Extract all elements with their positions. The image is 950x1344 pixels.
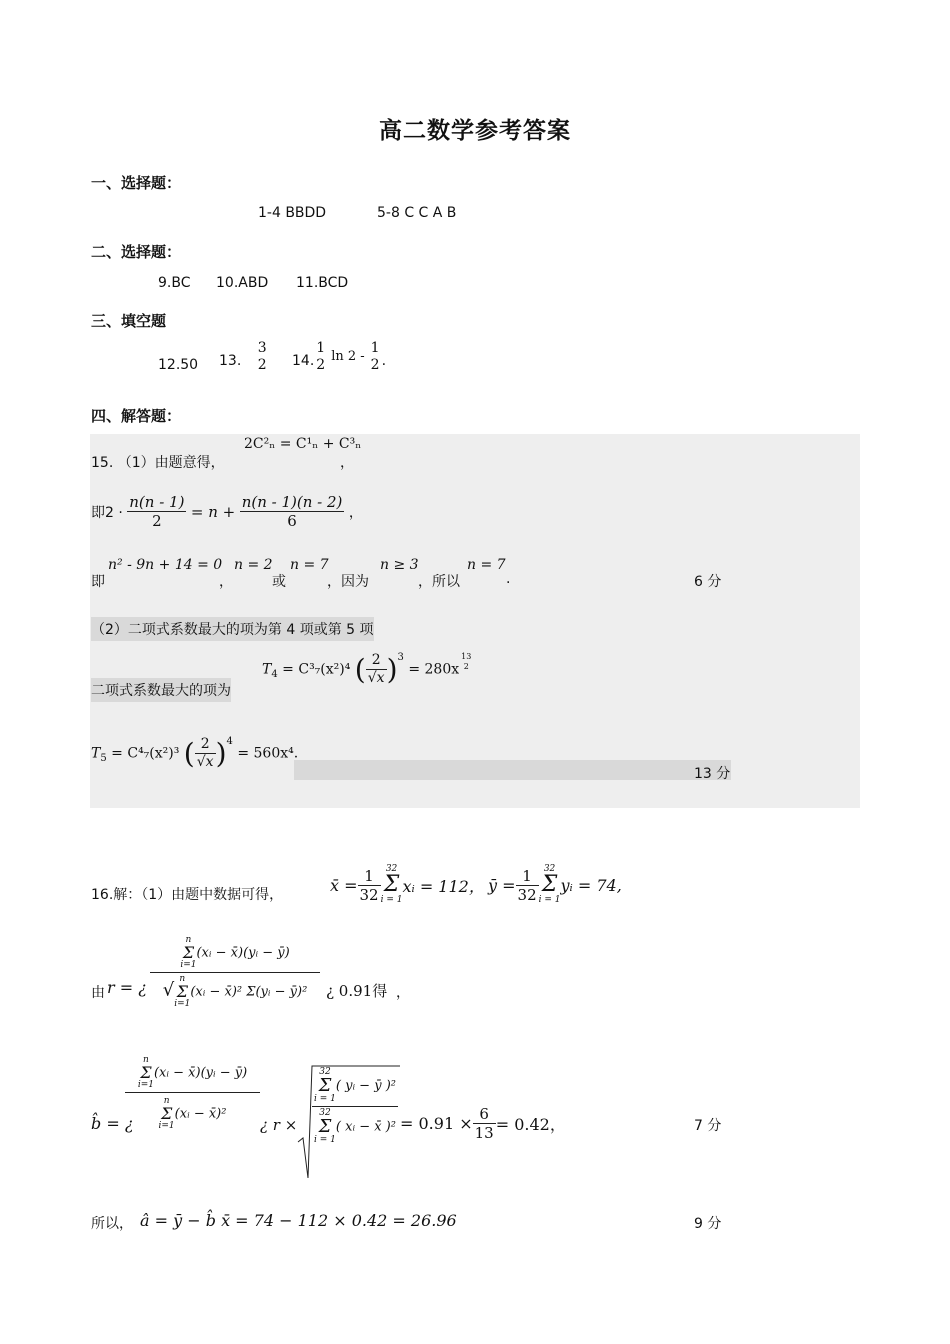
q15-line2 [91, 493, 363, 530]
t4-num: 2 [366, 652, 387, 670]
q16-ybar [488, 865, 622, 905]
q16-a-prefix: 所以， [91, 1216, 133, 1232]
xbar-term: xᵢ = 112， [402, 876, 485, 896]
q15-score-2: 13 分 [694, 766, 731, 782]
answers-1-4: 1-4 BBDD [258, 205, 327, 221]
sigma-symbol: Σ [541, 872, 558, 897]
q14-num2: 1 [370, 340, 380, 356]
q16-b-sqrt [296, 1062, 400, 1180]
q15-line3-so: ，所以 [418, 574, 460, 590]
b-den-sum [159, 1097, 175, 1131]
sigma-symbol: Σ [383, 872, 400, 897]
q16-b-sqrt-num [312, 1068, 398, 1107]
xbar-frac-den: 32 [359, 885, 379, 904]
q16-r-val: ¿ 0.91得 [326, 982, 388, 1000]
q15-line3-prefix: 即 [91, 574, 105, 590]
section2-heading: 二、选择题： [91, 243, 182, 261]
t4-res-exp-den: 2 [463, 661, 469, 671]
sigma-symbol: Σ [140, 1063, 152, 1082]
q16-intro: 16.解：（1）由题中数据可得， [91, 887, 284, 903]
sigma-symbol: Σ [160, 1104, 173, 1123]
q14-fraction1 [314, 340, 327, 374]
q16-b-sqrt-den [312, 1107, 398, 1145]
q16-r-numerator [150, 936, 320, 973]
q15-line2-den1: 2 [152, 512, 162, 530]
b-num-sum-bot: i=1 [137, 1080, 154, 1090]
t5-eq: = C⁴₇(x²)³ [111, 745, 180, 762]
q14-middle: ln 2 - [331, 349, 365, 365]
q15-line3-because: ，因为 [327, 574, 369, 590]
b-sqrt-den-top: 32 [319, 1108, 331, 1118]
q14-end: . [381, 352, 387, 369]
q15-line3-cond: n ≥ 3 [380, 557, 419, 573]
q15-line2-num2: n(n - 1)(n - 2) [241, 493, 343, 511]
ybar-sum-top: 32 [543, 864, 556, 874]
xbar-frac-num: 1 [358, 867, 381, 886]
q16-b-result [400, 1105, 566, 1142]
q15-line2-frac2 [240, 493, 345, 530]
q15-line3-eq: n² - 9n + 14 = 0 [108, 557, 223, 573]
q15-line2-den2: 6 [287, 512, 297, 530]
t4-lparen: ( [354, 652, 366, 686]
t4-res-exp-num: 13 [461, 652, 472, 661]
q14-den1: 2 [316, 356, 326, 373]
ybar-frac [516, 867, 539, 904]
q13-denominator: 2 [257, 356, 267, 373]
q16-xbar [330, 865, 485, 905]
b-sqrt-num-text: ( yᵢ − ȳ )² [335, 1078, 396, 1094]
q15-line3-end: . [506, 571, 511, 587]
q15-line2-frac1 [127, 493, 186, 530]
xbar-sum-bot: i = 1 [380, 895, 403, 905]
b-res: = 0.91 × [400, 1114, 473, 1133]
t4-res-exp [459, 652, 473, 671]
t4-den: √x [367, 669, 385, 686]
answer-q14 [292, 340, 386, 374]
t5-rparen: ) [215, 736, 227, 770]
r-num-sum [180, 936, 196, 970]
r-den-sum-bot: i=1 [174, 999, 191, 1009]
ybar-term: yᵢ = 74, [560, 875, 622, 895]
b-den-sum-bot: i=1 [158, 1121, 175, 1131]
r-num-sum-bot: i=1 [180, 960, 197, 970]
q15-eq1-end: ， [340, 455, 354, 471]
xbar-sum [381, 865, 403, 905]
q16-b-lhs: b̂ = ¿ [91, 1114, 134, 1133]
q15-eq1 [244, 436, 361, 452]
xbar-lhs: x̄ = [330, 875, 358, 895]
t5-sub: 5 [100, 753, 107, 765]
t4-rparen: ) [386, 652, 398, 686]
t5-num: 2 [195, 736, 216, 754]
t5-lparen: ( [183, 736, 195, 770]
b-frac-den: 13 [474, 1124, 494, 1142]
answer-q13 [219, 340, 269, 374]
q15-line3-sol1: n = 2 [234, 557, 273, 573]
t4-label: T [262, 661, 272, 678]
b-den-text: (xᵢ − x̄)² [174, 1106, 227, 1122]
q15-line3-sol2: n = 7 [290, 557, 329, 573]
ybar-sum-bot: i = 1 [538, 895, 561, 905]
t4-frac [366, 652, 387, 687]
q16-r-end: ， [396, 985, 410, 1001]
q13-numerator: 3 [257, 340, 267, 356]
ybar-sum [539, 865, 561, 905]
t4-eq: = C³₇(x²)⁴ [282, 661, 351, 678]
q15-line3-sep: ， [219, 574, 233, 590]
q16-b-mid: ¿ r × [260, 1116, 298, 1134]
b-num-text: (xᵢ − x̄)(yᵢ − ȳ) [153, 1065, 248, 1081]
ybar-frac-den: 32 [517, 885, 537, 904]
q16-b-fraction [125, 1056, 260, 1131]
q15-highlight-bar [294, 760, 731, 780]
q16-r-fraction [150, 936, 320, 1009]
q15-line3-res: n = 7 [467, 557, 506, 573]
q16-r-prefix: 由 [91, 985, 105, 1001]
b-num-sum [138, 1056, 154, 1090]
q14-label: 14. [292, 352, 315, 369]
section4-heading: 四、解答题： [91, 407, 182, 425]
t4-exp: 3 [397, 652, 404, 663]
t5-exp: 4 [226, 736, 233, 747]
xbar-frac [358, 867, 381, 904]
q13-fraction [256, 340, 269, 374]
q15-part2: （2）二项式系数最大的项为第 4 项或第 5 项 [91, 617, 374, 641]
r-den-text: (xᵢ − x̄)² Σ(yᵢ − ȳ)² [190, 984, 308, 1000]
t4-sub: 4 [271, 669, 278, 681]
answer-q12: 12.50 [158, 357, 199, 373]
b-sqrt-den-text: ( xᵢ − x̄ )² [335, 1119, 396, 1135]
b-num-sum-top: n [143, 1055, 149, 1065]
q15-t5 [91, 736, 298, 771]
b-sqrt-num-bot: i = 1 [314, 1094, 336, 1104]
b-den-sum-top: n [163, 1096, 170, 1106]
r-num-sum-top: n [185, 935, 192, 945]
q16-b-denominator [125, 1093, 260, 1131]
ybar-lhs: ȳ = [488, 875, 516, 895]
q16-r-lhs: r = ¿ [107, 978, 147, 997]
answer-q10: 10.ABD [216, 275, 269, 291]
section1-heading: 一、选择题： [91, 174, 182, 192]
sigma-symbol: Σ [176, 982, 188, 1001]
r-den-sum [174, 975, 190, 1009]
t5-label: T [91, 745, 101, 762]
r-num-text: (xᵢ − x̄)(yᵢ − ȳ) [196, 945, 290, 961]
t5-frac [195, 736, 216, 771]
q15-intro: 15. （1）由题意得， [91, 455, 225, 471]
q14-fraction2 [369, 340, 382, 374]
sigma-symbol: Σ [182, 943, 195, 962]
b-sqrt-den-bot: i = 1 [314, 1135, 336, 1145]
b-sqrt-num-top: 32 [319, 1067, 331, 1077]
sigma-symbol: Σ [318, 1116, 332, 1137]
b-frac-num: 6 [473, 1105, 496, 1124]
t4-res: = 280x [408, 661, 460, 678]
section3-heading: 三、填空题 [91, 312, 167, 330]
q15-line2-end: ， [348, 504, 363, 521]
answers-5-8: 5-8 C C A B [377, 205, 457, 221]
q15-line3-or: 或 [272, 574, 286, 590]
b-sqrt-num-sum [314, 1068, 336, 1104]
q15-part2-line2: 二项式系数最大的项为 [91, 678, 231, 702]
sqrt-icon: √ [162, 979, 175, 1001]
r-den-sum-top: n [179, 974, 186, 984]
ybar-frac-num: 1 [516, 867, 539, 886]
q15-eq1-text: 2C²ₙ = C¹ₙ + C³ₙ [244, 436, 362, 452]
q16-b-sqrt-frac [312, 1068, 398, 1145]
b-frac [473, 1105, 496, 1142]
q16-r-denominator [150, 973, 320, 1009]
q16-a-eq: â = ȳ − b̂ x̄ = 74 − 112 × 0.42 = 26.96 [140, 1211, 457, 1230]
q14-den2: 2 [370, 356, 380, 373]
sigma-symbol: Σ [318, 1075, 332, 1096]
q13-label: 13. [219, 352, 242, 369]
q15-t4 [262, 652, 473, 687]
q15-line2-num1: n(n - 1) [129, 493, 185, 511]
q16-b-numerator [125, 1056, 260, 1093]
q16-score-1: 7 分 [694, 1118, 722, 1134]
q14-num1: 1 [316, 340, 326, 356]
t5-den: √x [196, 753, 214, 770]
q15-line2-prefix: 即2 · [91, 504, 123, 521]
page-title: 高二数学参考答案 [379, 118, 571, 144]
b-final: = 0.42， [495, 1115, 566, 1134]
q15-line2-mid: = n + [190, 502, 236, 521]
answer-q9: 9.BC [158, 275, 191, 291]
t5-res: = 560x⁴. [237, 745, 299, 762]
b-sqrt-den-sum [314, 1109, 336, 1145]
answer-q11: 11.BCD [296, 275, 349, 291]
xbar-sum-top: 32 [385, 864, 398, 874]
q16-score-2: 9 分 [694, 1216, 722, 1232]
q15-score-1: 6 分 [694, 574, 722, 590]
